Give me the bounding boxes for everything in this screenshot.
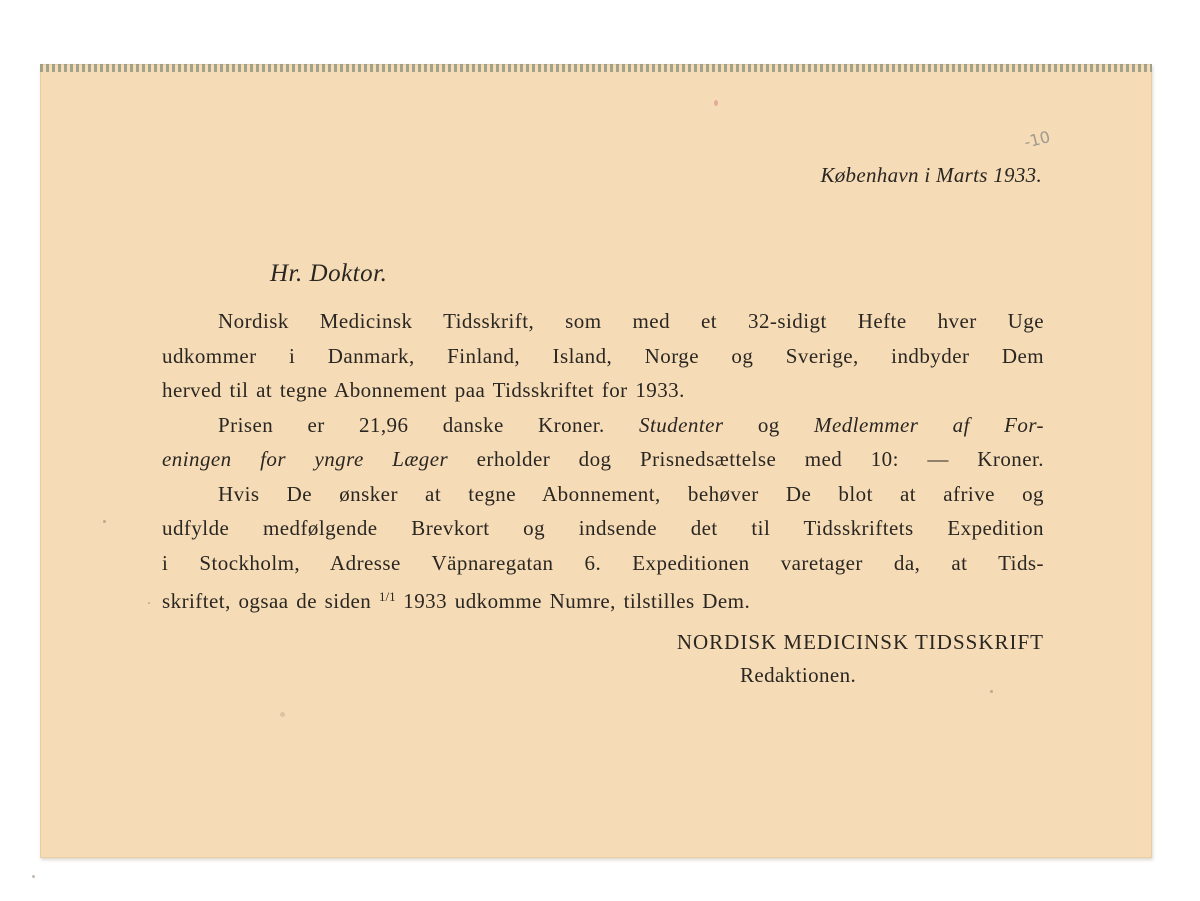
- association-text: eningen for yngre Læger: [162, 447, 449, 471]
- paragraph1-line3: herved til at tegne Abonnement paa Tidsskriftet for 1933.: [162, 378, 685, 402]
- paragraph3-line3: i Stockholm, Adresse Väpnaregatan 6. Expeditionen varetager da, at Tids-: [162, 550, 1044, 575]
- line4-end: 1933 udkomme Numre, tilstilles Dem.: [395, 589, 751, 613]
- students-text: Studenter: [639, 412, 724, 437]
- members-text: Medlemmer af For-: [814, 412, 1044, 437]
- department-name: Redaktionen.: [740, 663, 857, 687]
- letter-body: [162, 304, 1044, 619]
- paper-speck: [280, 712, 285, 717]
- paragraph2-line2: [162, 442, 1044, 477]
- line4-start: skriftet, ogsaa de siden: [162, 589, 379, 613]
- organization-name: NORDISK MEDICINSK TIDSSKRIFT: [676, 630, 1044, 654]
- conjunction-text: og: [723, 412, 814, 437]
- signature-block: [578, 630, 1044, 688]
- discount-text: erholder dog Prisnedsættelse med 10: — Kroner.: [448, 447, 1045, 471]
- date-fraction: 1/1: [378, 589, 396, 604]
- paper-speck: [103, 520, 106, 523]
- paragraph3-line1: Hvis De ønsker at tegne Abonnement, behøver De blot at afrive og: [218, 481, 1044, 506]
- paragraph2-line1: [162, 408, 1044, 443]
- paragraph3-line4: [162, 580, 1044, 619]
- date-line: København i Marts 1933.: [820, 163, 1042, 187]
- paper-speck: [714, 100, 718, 106]
- price-text: Prisen er 21,96 danske Kroner.: [218, 412, 639, 437]
- pencil-annotation: -10: [1022, 127, 1053, 152]
- paragraph1-line2: udkommer i Danmark, Finland, Island, Norge og Sverige, indbyder Dem: [162, 343, 1044, 368]
- salutation: Hr. Doktor.: [270, 260, 388, 287]
- paragraph3-line2: udfylde medfølgende Brevkort og indsende det til Tidsskriftets Expedition: [162, 516, 1044, 540]
- paper-speck: [148, 602, 150, 604]
- paper-speck: [32, 875, 35, 878]
- perforated-edge: [40, 64, 1152, 72]
- paper-speck: [990, 690, 993, 693]
- paragraph1-line1: Nordisk Medicinsk Tidsskrift, som med et 32-sidigt Hefte hver Uge: [218, 309, 1044, 333]
